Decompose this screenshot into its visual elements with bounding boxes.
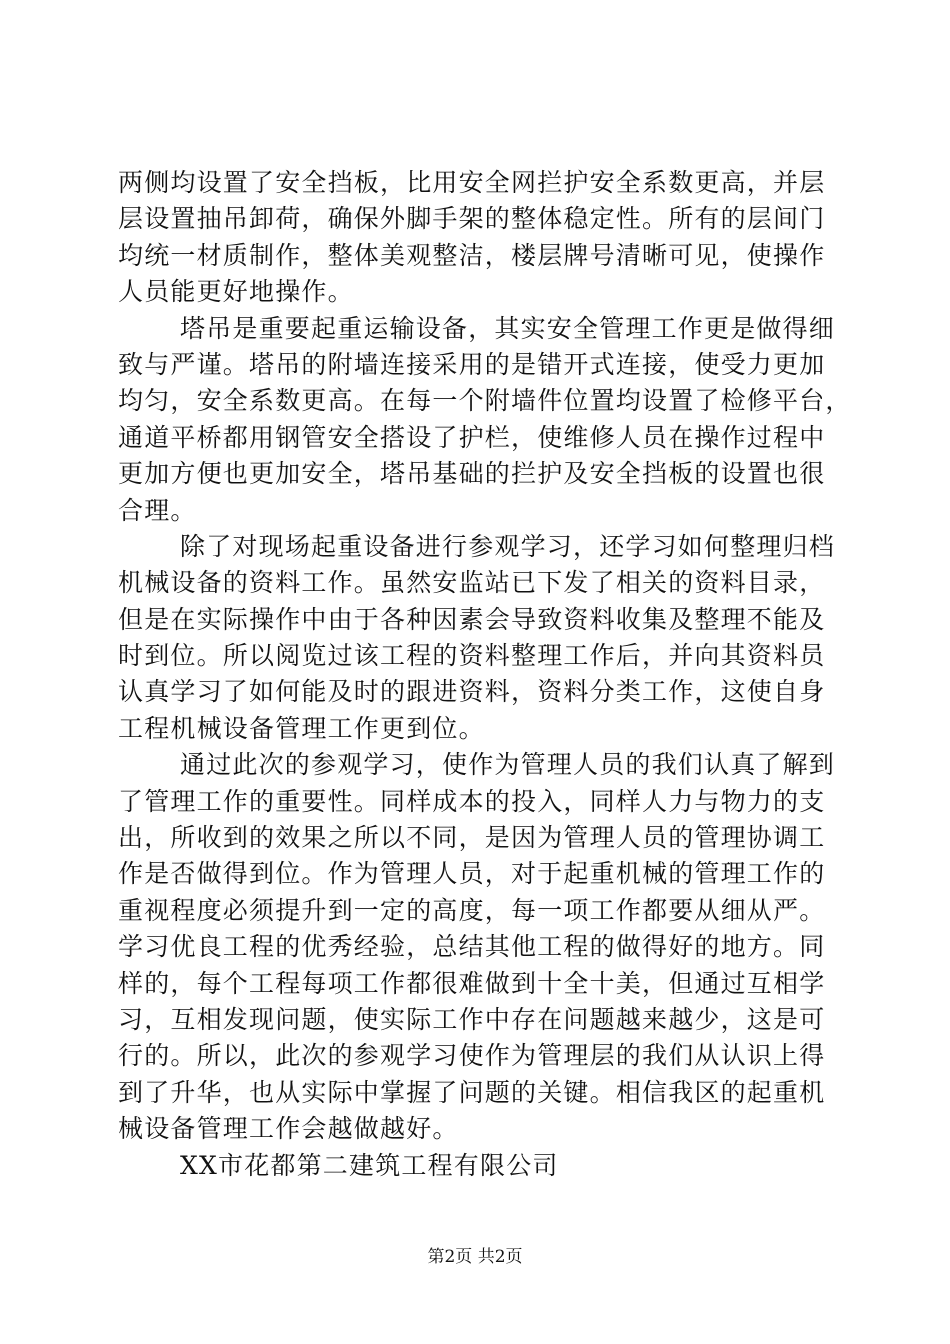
text-line: 人员能更好地操作。 [118,277,354,307]
text-line: 时到位。所以阅览过该工程的资料整理工作后，并向其资料员 [118,641,826,671]
text-line: 但是在实际操作中由于各种因素会导致资料收集及整理不能及 [118,604,826,634]
text-line: 两侧均设置了安全挡板，比用安全网拦护安全系数更高，并层 [118,168,826,197]
text-line: 出，所收到的效果之所以不同，是因为管理人员的管理协调工 [118,823,826,853]
text-line: 塔吊是重要起重运输设备，其实安全管理工作更是做得细 [180,313,836,343]
text-line: XX市花都第二建筑工程有限公司 [180,1150,559,1180]
text-line: 均统一材质制作，整体美观整洁，楼层牌号清晰可见，使操作 [118,240,826,270]
text-line: 合理。 [118,495,197,525]
document-body [118,165,852,1184]
text-line: 均匀，安全系数更高。在每一个附墙件位置均设置了检修平台， [118,386,852,416]
text-line: 通过此次的参观学习，使作为管理人员的我们认真了解到 [180,750,836,780]
page-footer: 第2页 共2页 [427,1247,523,1267]
text-line: 致与严谨。塔吊的附墙连接采用的是错开式连接，使受力更加 [118,349,826,379]
text-line: 作是否做得到位。作为管理人员，对于起重机械的管理工作的 [118,859,826,889]
text-line: 重视程度必须提升到一定的高度，每一项工作都要从细从严。 [118,895,826,925]
text-line: 认真学习了如何能及时的跟进资料，资料分类工作，这使自身 [118,677,826,707]
text-line: 行的。所以，此次的参观学习使作为管理层的我们从认识上得 [118,1041,826,1071]
text-line: 更加方便也更加安全，塔吊基础的拦护及安全挡板的设置也很 [118,459,826,489]
text-line: 学习优良工程的优秀经验，总结其他工程的做得好的地方。同 [118,932,826,962]
text-line: 层设置抽吊卸荷，确保外脚手架的整体稳定性。所有的层间门 [118,204,826,234]
text-line: 通道平桥都用钢管安全搭设了护栏，使维修人员在操作过程中 [118,422,826,452]
text-line: 机械设备的资料工作。虽然安监站已下发了相关的资料目录， [118,568,826,598]
text-line: 到了升华，也从实际中掌握了问题的关键。相信我区的起重机 [118,1077,826,1107]
text-line: 了管理工作的重要性。同样成本的投入，同样人力与物力的支 [118,786,826,816]
text-line: 工程机械设备管理工作更到位。 [118,713,485,743]
text-line: 除了对现场起重设备进行参观学习，还学习如何整理归档 [180,531,836,561]
text-line: 械设备管理工作会越做越好。 [118,1114,459,1144]
text-line: 习，互相发现问题，使实际工作中存在问题越来越少，这是可 [118,1004,826,1034]
text-line: 样的，每个工程每项工作都很难做到十全十美，但通过互相学 [118,968,826,998]
